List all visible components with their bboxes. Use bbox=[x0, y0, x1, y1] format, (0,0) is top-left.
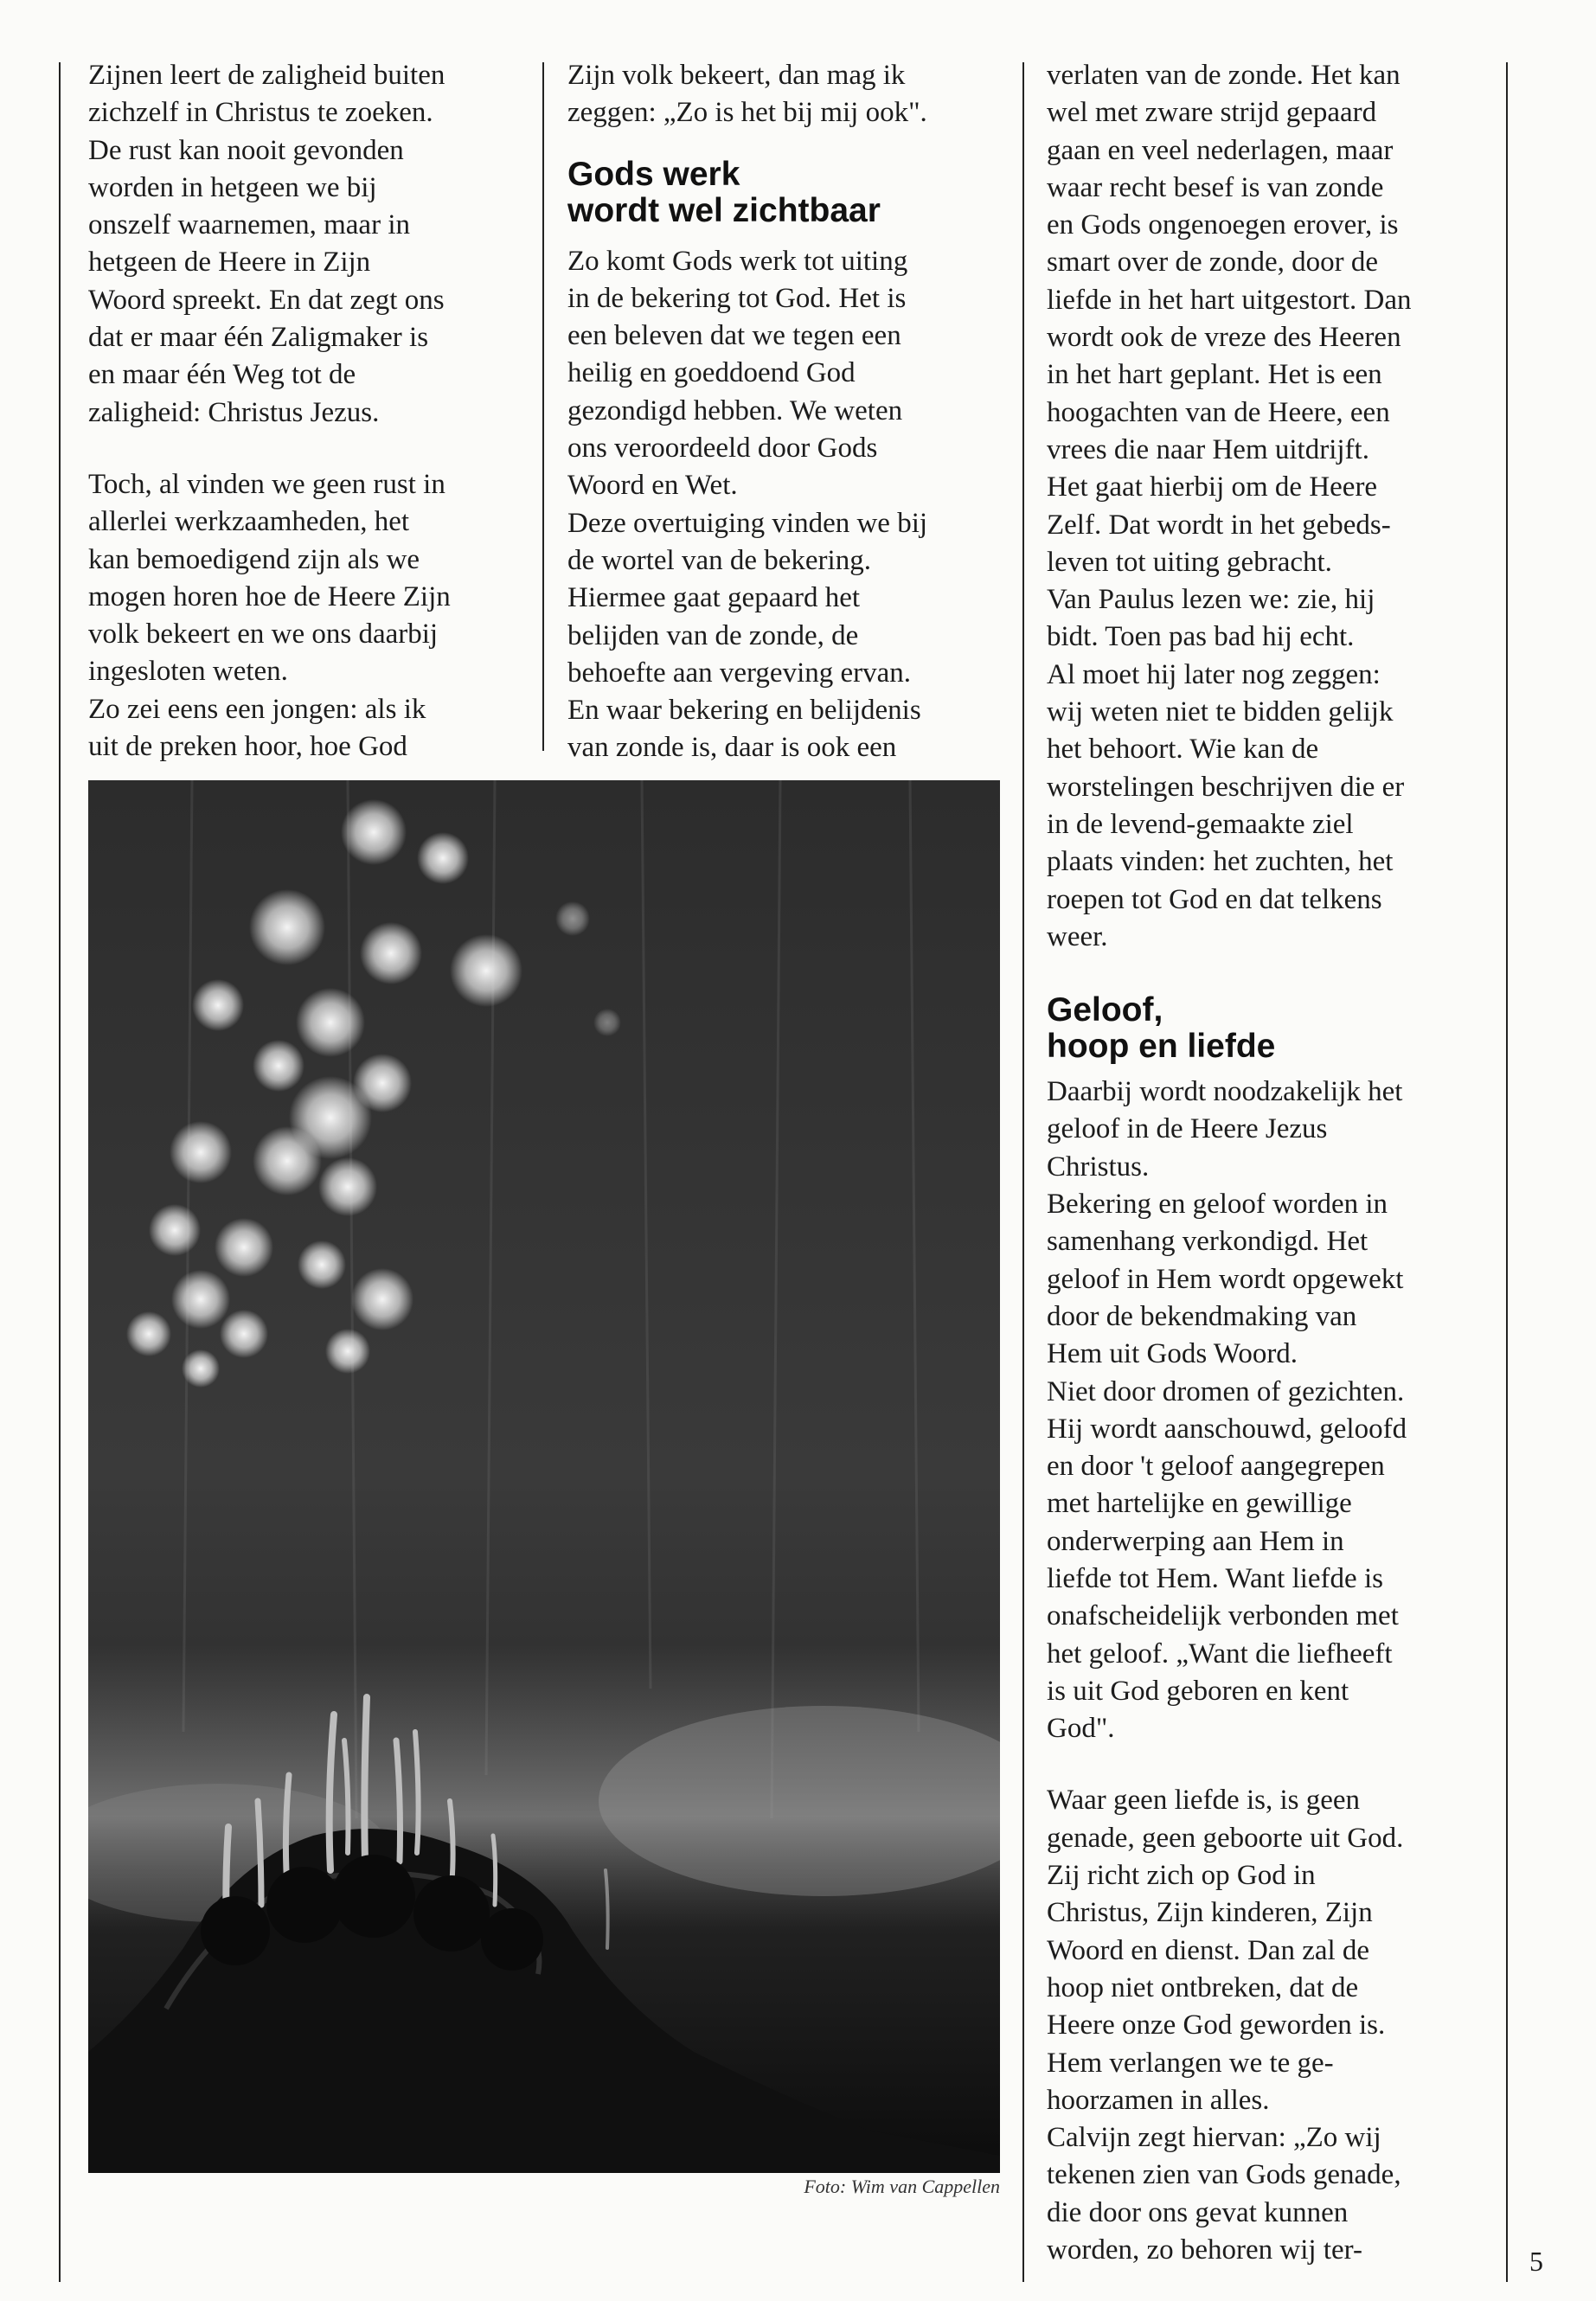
text-line: met hartelijke en gewillige bbox=[1047, 1488, 1352, 1520]
text-line: geloof in Hem wordt opgewekt bbox=[1047, 1263, 1404, 1295]
text-line: volk bekeert en we ons daarbij bbox=[88, 619, 439, 651]
text-line: Woord en dienst. Dan zal de bbox=[1047, 1934, 1370, 1966]
text-line: God". bbox=[1047, 1713, 1115, 1745]
text-line: hoogachten van de Heere, een bbox=[1047, 396, 1390, 428]
text-line: gaan en veel nederlagen, maar bbox=[1047, 134, 1394, 166]
text-line: en maar één Weg tot de bbox=[88, 359, 356, 391]
text-line: Zijnen leert de zaligheid buiten bbox=[88, 60, 445, 91]
text-line: Van Paulus lezen we: zie, hij bbox=[1047, 584, 1375, 616]
col1-paragraph-1 bbox=[88, 57, 521, 432]
text-line: is uit God geboren en kent bbox=[1047, 1675, 1349, 1707]
text-line: en door 't geloof aangegrepen bbox=[1047, 1451, 1385, 1483]
text-line: onafscheidelijk verbonden met bbox=[1047, 1600, 1399, 1632]
text-line: geloof in de Heere Jezus bbox=[1047, 1113, 1328, 1145]
heading-line: Gods werk bbox=[567, 155, 740, 193]
column-2 bbox=[567, 57, 1009, 767]
text-line: het geloof. „Want die liefheeft bbox=[1047, 1638, 1393, 1670]
text-line: worstelingen beschrijven die er bbox=[1047, 771, 1405, 803]
text-line: in de bekering tot God. Het is bbox=[567, 282, 907, 314]
text-line: vrees die naar Hem uitdrijft. bbox=[1047, 433, 1369, 465]
text-line: kan bemoedigend zijn als we bbox=[88, 543, 420, 575]
text-line: wordt ook de vreze des Heeren bbox=[1047, 322, 1401, 354]
page-number: 5 bbox=[1529, 2246, 1543, 2277]
text-line: Bekering en geloof worden in bbox=[1047, 1189, 1388, 1221]
text-line: samenhang verkondigd. Het bbox=[1047, 1226, 1368, 1258]
text-line: Hiermee gaat gepaard het bbox=[567, 582, 861, 614]
text-line: de wortel van de bekering. bbox=[567, 544, 871, 576]
text-line: zichzelf in Christus te zoeken. bbox=[88, 97, 433, 129]
text-line: het behoort. Wie kan de bbox=[1047, 734, 1319, 766]
text-line: En waar bekering en belijdenis bbox=[567, 695, 921, 727]
text-line: Hem verlangen we te ge- bbox=[1047, 2047, 1334, 2079]
text-line: hoorzamen in alles. bbox=[1047, 2084, 1270, 2116]
text-line: Het gaat hierbij om de Heere bbox=[1047, 471, 1378, 503]
text-line: wel met zware strijd gepaard bbox=[1047, 97, 1377, 129]
text-line: Christus. bbox=[1047, 1150, 1150, 1183]
section-heading-geloof bbox=[1047, 992, 1497, 1065]
heading-line: wordt wel zichtbaar bbox=[567, 191, 881, 229]
photo-credit: Foto: Wim van Cappellen bbox=[804, 2176, 1000, 2197]
heading-line: hoop en liefde bbox=[1047, 1028, 1276, 1066]
text-line: mogen horen hoe de Heere Zijn bbox=[88, 580, 451, 612]
text-line: uit de preken hoor, hoe God bbox=[88, 731, 407, 763]
col3-paragraph-2 bbox=[1047, 1074, 1497, 1747]
col2-body-paragraph bbox=[567, 243, 1009, 767]
column-rule-left bbox=[59, 62, 61, 2282]
col2-lead-paragraph bbox=[567, 57, 1009, 132]
text-line: gezondigd hebben. We weten bbox=[567, 394, 903, 426]
text-line: Al moet hij later nog zeggen: bbox=[1047, 658, 1381, 690]
text-line: Calvijn zegt hiervan: „Zo wij bbox=[1047, 2122, 1381, 2154]
text-line: onszelf waarnemen, maar in bbox=[88, 209, 410, 241]
text-line: leven tot uiting gebracht. bbox=[1047, 546, 1332, 578]
text-line: Toch, al vinden we geen rust in bbox=[88, 468, 445, 500]
text-line: Deze overtuiging vinden we bij bbox=[567, 507, 928, 539]
col3-paragraph-3 bbox=[1047, 1782, 1497, 2269]
text-line: in het hart geplant. Het is een bbox=[1047, 359, 1382, 391]
column-rule-far-right bbox=[1506, 62, 1508, 2282]
text-line: De rust kan nooit gevonden bbox=[88, 134, 404, 166]
text-line: een beleven dat we tegen een bbox=[567, 320, 901, 352]
photo-moss-sporophytes bbox=[88, 780, 1000, 2173]
text-line: in de levend-gemaakte ziel bbox=[1047, 808, 1354, 840]
text-line: Woord en Wet. bbox=[567, 470, 738, 502]
text-line: dat er maar één Zaligmaker is bbox=[88, 322, 429, 354]
text-line: bidt. Toen pas bad hij echt. bbox=[1047, 621, 1355, 653]
text-line: Zelf. Dat wordt in het gebeds- bbox=[1047, 509, 1391, 541]
text-line: waar recht besef is van zonde bbox=[1047, 171, 1384, 203]
col1-paragraph-2 bbox=[88, 466, 521, 766]
text-line: smart over de zonde, door de bbox=[1047, 247, 1379, 279]
text-line: ingesloten weten. bbox=[88, 656, 288, 688]
text-line: belijden van de zonde, de bbox=[567, 619, 859, 651]
text-line: Hij wordt aanschouwd, geloofd bbox=[1047, 1413, 1407, 1445]
section-heading-gods-werk bbox=[567, 157, 1009, 229]
text-line: tekenen zien van Gods genade, bbox=[1047, 2159, 1401, 2191]
text-line: Waar geen liefde is, is geen bbox=[1047, 1785, 1361, 1817]
text-line: Zo komt Gods werk tot uiting bbox=[567, 245, 908, 277]
text-line: zaligheid: Christus Jezus. bbox=[88, 396, 380, 428]
text-line: hetgeen de Heere in Zijn bbox=[88, 247, 371, 279]
text-line: allerlei werkzaamheden, het bbox=[88, 506, 410, 538]
text-line: hoop niet ontbreken, dat de bbox=[1047, 1971, 1359, 2003]
text-line: Hem uit Gods Woord. bbox=[1047, 1338, 1298, 1370]
text-line: Christus, Zijn kinderen, Zijn bbox=[1047, 1897, 1373, 1929]
text-line: worden in hetgeen we bij bbox=[88, 171, 377, 203]
text-line: ons veroordeeld door Gods bbox=[567, 433, 878, 465]
text-line: plaats vinden: het zuchten, het bbox=[1047, 846, 1394, 878]
text-line: zeggen: „Zo is het bij mij ook". bbox=[567, 97, 927, 129]
text-line: en Gods ongenoegen erover, is bbox=[1047, 209, 1399, 241]
text-line: van zonde is, daar is ook een bbox=[567, 732, 897, 764]
text-line: liefde in het hart uitgestort. Dan bbox=[1047, 284, 1412, 316]
text-line: liefde tot Hem. Want liefde is bbox=[1047, 1562, 1383, 1594]
text-line: Woord spreekt. En dat zegt ons bbox=[88, 284, 445, 316]
text-line: Zo zei eens een jongen: als ik bbox=[88, 693, 426, 725]
column-3 bbox=[1047, 57, 1497, 2269]
text-line: wij weten niet te bidden gelijk bbox=[1047, 696, 1394, 728]
column-rule-middle-upper bbox=[542, 62, 544, 751]
text-line: behoefte aan vergeving ervan. bbox=[567, 657, 912, 689]
text-line: weer. bbox=[1047, 920, 1108, 952]
text-line: Heere onze God geworden is. bbox=[1047, 2009, 1386, 2041]
text-line: onderwerping aan Hem in bbox=[1047, 1525, 1344, 1557]
text-line: genade, geen geboorte uit God. bbox=[1047, 1822, 1404, 1854]
text-line: verlaten van de zonde. Het kan bbox=[1047, 60, 1401, 91]
column-rule-right bbox=[1022, 62, 1024, 2282]
text-line: door de bekendmaking van bbox=[1047, 1300, 1357, 1332]
col3-paragraph-1 bbox=[1047, 57, 1497, 956]
heading-line: Geloof, bbox=[1047, 991, 1163, 1029]
text-line: roepen tot God en dat telkens bbox=[1047, 883, 1382, 915]
text-line: die door ons gevat kunnen bbox=[1047, 2196, 1349, 2228]
text-line: heilig en goeddoend God bbox=[567, 357, 856, 389]
text-line: Zij richt zich op God in bbox=[1047, 1860, 1316, 1892]
text-line: Niet door dromen of gezichten. bbox=[1047, 1375, 1405, 1407]
column-1 bbox=[88, 57, 521, 766]
text-line: worden, zo behoren wij ter- bbox=[1047, 2234, 1362, 2266]
text-line: Zijn volk bekeert, dan mag ik bbox=[567, 60, 906, 91]
text-line: Daarbij wordt noodzakelijk het bbox=[1047, 1076, 1403, 1108]
